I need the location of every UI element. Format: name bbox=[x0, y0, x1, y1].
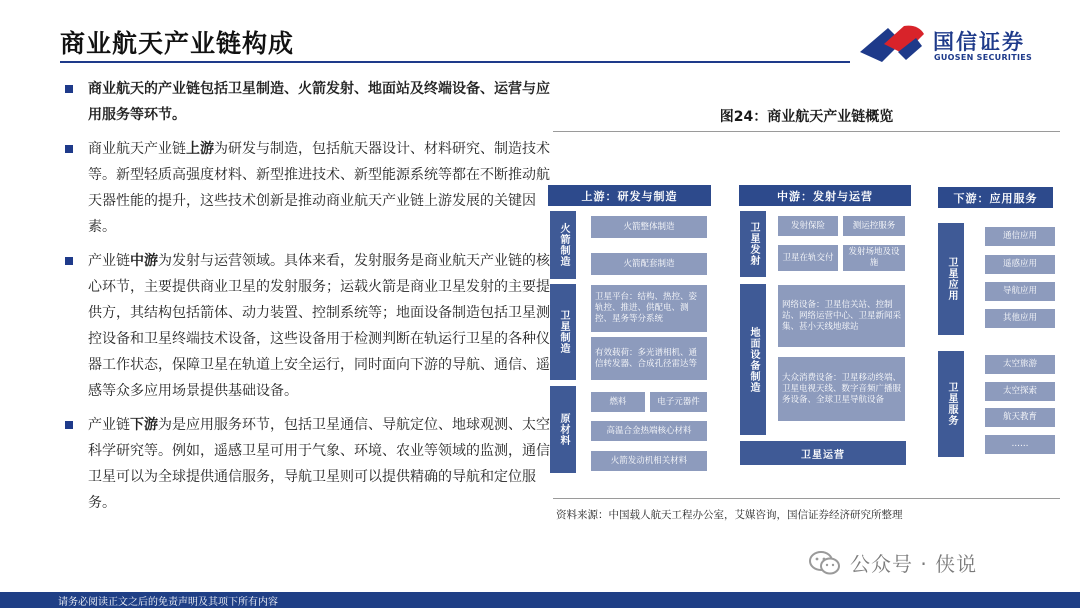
bullet-downstream bbox=[60, 412, 550, 516]
raw-materials-label: 原材料 bbox=[550, 386, 576, 473]
upstream-material-item: 电子元器件 bbox=[650, 392, 707, 412]
figure-title: 图24：商业航天产业链概览 bbox=[719, 109, 894, 125]
bullet-upstream bbox=[60, 136, 550, 240]
watermark-text: 公众号 · 侠说 bbox=[850, 552, 978, 576]
midstream-launch-item: 测运控服务 bbox=[843, 216, 905, 236]
bullet-keyword: 中游 bbox=[130, 253, 158, 269]
title-underline bbox=[60, 61, 850, 63]
bullet-square-icon bbox=[65, 145, 73, 153]
upstream-material-item: 火箭发动机相关材料 bbox=[591, 451, 707, 471]
bullet-text: 为发射与运营领域。具体来看，发射服务是商业航天产业链的核心环节，主要提供商业卫星的发射服务；运载火箭是商业卫星发射的主要提供方，其结构包括箭体、动力装置、控制系统等；地面设备制造包括卫星测控设备和卫星终端技术设备，这些设备用于检测判断在轨运行卫星的各种仪器工作状态，保障卫星在轨道上安全运行，同时面向下游的导航、通信、遥感等众多应用场景提供基础设备。 bbox=[88, 253, 550, 399]
satellite-operation-box: 卫星运营 bbox=[740, 441, 906, 465]
figure-top-rule bbox=[553, 131, 1060, 132]
upstream-satellite-item: 卫星平台：结构、热控、姿轨控、推进、供配电、测控、星务等分系统 bbox=[591, 285, 707, 332]
footer-bar bbox=[0, 592, 1080, 608]
footer-disclaimer: 请务必阅读正文之后的免责声明及其项下所有内容 bbox=[58, 597, 278, 608]
guosen-logo-icon bbox=[858, 22, 926, 66]
downstream-application-item: 其他应用 bbox=[985, 309, 1055, 328]
bullet-square-icon bbox=[65, 85, 73, 93]
bullet-square-icon bbox=[65, 257, 73, 265]
rocket-manufacturing-label: 火箭制造 bbox=[550, 211, 576, 279]
midstream-ground-item: 网络设备：卫星信关站、控制站、网络运营中心、卫星新闻采集、甚小天线地球站 bbox=[778, 285, 905, 347]
bullet-text: 商业航天的产业链包括卫星制造、火箭发射、地面站及终端设备、运营与应用服务等环节。 bbox=[88, 81, 550, 123]
satellite-application-label: 卫星应用 bbox=[938, 223, 964, 335]
wechat-watermark bbox=[808, 548, 977, 577]
upstream-satellite-item: 有效载荷：多光谱相机、通信转发器、合成孔径雷达等 bbox=[591, 337, 707, 380]
upstream-rocket-item: 火箭配套制造 bbox=[591, 253, 707, 275]
upstream-material-item: 高温合金热端核心材料 bbox=[591, 421, 707, 441]
midstream-launch-item: 发射保险 bbox=[778, 216, 838, 236]
midstream-launch-item: 发射场地及设施 bbox=[843, 245, 905, 271]
bullet-list bbox=[60, 76, 550, 524]
page-title: 商业航天产业链构成 bbox=[60, 29, 295, 58]
figure-source: 资料来源：中国载人航天工程办公室，艾媒咨询，国信证券经济研究所整理 bbox=[556, 509, 903, 521]
downstream-header: 下游：应用服务 bbox=[938, 187, 1053, 208]
company-logo bbox=[858, 22, 1058, 68]
downstream-service-item: 太空旅游 bbox=[985, 355, 1055, 374]
upstream-material-item: 燃料 bbox=[591, 392, 645, 412]
wechat-icon bbox=[808, 549, 842, 577]
bullet-overview bbox=[60, 76, 550, 128]
logo-chinese-name: 国信证券 bbox=[933, 30, 1025, 54]
bullet-text: 为研发与制造，包括航天器设计、材料研究、制造技术等。新型轻质高强度材料、新型推进技术、新型能源系统等都在不断推动航天器性能的提升，这些技术创新是推动商业航天产业链上游发展的关键因素。 bbox=[88, 141, 550, 235]
upstream-header: 上游：研发与制造 bbox=[548, 185, 711, 206]
bullet-text: 产业链 bbox=[88, 253, 130, 269]
satellite-launch-label: 卫星发射 bbox=[740, 211, 766, 277]
bullet-midstream bbox=[60, 248, 550, 404]
midstream-header: 中游：发射与运营 bbox=[739, 185, 911, 206]
satellite-service-label: 卫星服务 bbox=[938, 351, 964, 457]
bullet-text: 产业链 bbox=[88, 417, 130, 433]
downstream-application-item: 通信应用 bbox=[985, 227, 1055, 246]
logo-english-name: GUOSEN SECURITIES bbox=[934, 53, 1033, 62]
bullet-text: 商业航天产业链 bbox=[88, 141, 186, 157]
bullet-text: 为是应用服务环节，包括卫星通信、导航定位、地球观测、太空科学研究等。例如，遥感卫星可用于气象、环境、农业等领域的监测，通信卫星可以为全球提供通信服务，导航卫星则可以提供精确的导航和定位服务。 bbox=[88, 417, 550, 511]
downstream-service-item: …… bbox=[985, 435, 1055, 454]
industry-chain-diagram bbox=[548, 185, 1063, 477]
bullet-keyword: 下游 bbox=[130, 417, 158, 433]
downstream-application-item: 导航应用 bbox=[985, 282, 1055, 301]
bullet-square-icon bbox=[65, 421, 73, 429]
satellite-manufacturing-label: 卫星制造 bbox=[550, 284, 576, 380]
figure-bottom-rule bbox=[553, 498, 1060, 499]
downstream-service-item: 航天教育 bbox=[985, 408, 1055, 427]
midstream-launch-item: 卫星在轨交付 bbox=[778, 245, 838, 271]
upstream-rocket-item: 火箭整体制造 bbox=[591, 216, 707, 238]
downstream-application-item: 遥感应用 bbox=[985, 255, 1055, 274]
ground-equipment-label: 地面设备制造 bbox=[740, 284, 766, 435]
downstream-service-item: 太空探索 bbox=[985, 382, 1055, 401]
bullet-keyword: 上游 bbox=[186, 141, 214, 157]
midstream-ground-item: 大众消费设备：卫星移动终端、卫星电视天线、数字音频广播服务设备、全球卫星导航设备 bbox=[778, 357, 905, 421]
